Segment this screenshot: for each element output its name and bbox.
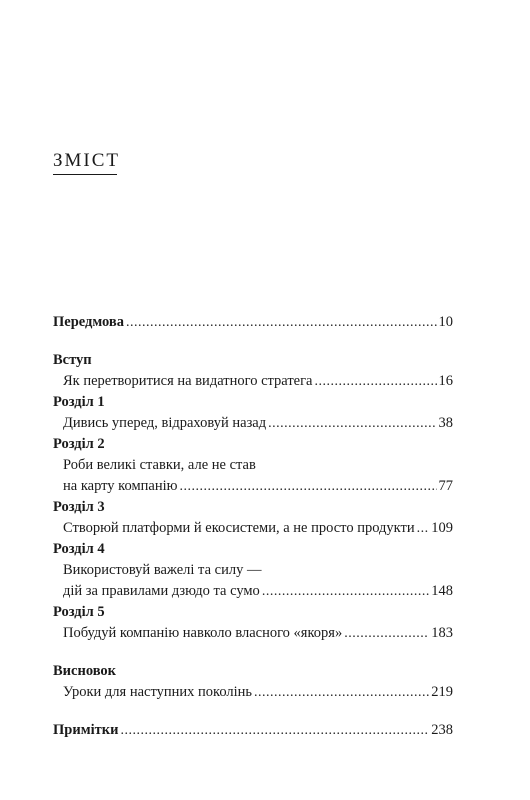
toc-entry-notes[interactable] bbox=[53, 720, 453, 741]
intro-page: 16 bbox=[438, 373, 453, 389]
ch5-line: Побудуй компанію навколо власного «якоря» bbox=[63, 625, 343, 641]
leader-dots bbox=[120, 720, 429, 741]
intro-line: Як перетворитися на видатного стратега bbox=[63, 373, 313, 389]
toc-heading-ch2 bbox=[53, 434, 453, 455]
ch2-line2: на карту компанію bbox=[63, 478, 178, 494]
conclusion-page: 219 bbox=[431, 684, 453, 700]
toc-entry-ch4-line1 bbox=[53, 560, 453, 581]
toc-entry-conclusion[interactable] bbox=[53, 682, 453, 703]
ch3-line: Створюй платформи й екосистеми, а не просто продукти bbox=[63, 520, 415, 536]
ch2-page: 77 bbox=[438, 478, 453, 494]
toc-heading-ch4 bbox=[53, 539, 453, 560]
ch5-title: Розділ 5 bbox=[53, 604, 105, 620]
leader-dots bbox=[262, 581, 429, 602]
toc-entry-ch1[interactable] bbox=[53, 413, 453, 434]
ch4-page: 148 bbox=[431, 583, 453, 599]
foreword-page: 10 bbox=[438, 314, 453, 330]
conclusion-title: Висновок bbox=[53, 663, 117, 679]
toc-entry-ch2-line1 bbox=[53, 455, 453, 476]
toc-entry-ch5[interactable] bbox=[53, 623, 453, 644]
ch2-title: Розділ 2 bbox=[53, 436, 105, 452]
toc-entry-intro[interactable] bbox=[53, 371, 453, 392]
leader-dots bbox=[268, 413, 436, 434]
ch1-page: 38 bbox=[438, 415, 453, 431]
notes-title: Примітки bbox=[53, 722, 119, 738]
ch1-title: Розділ 1 bbox=[53, 394, 105, 410]
ch4-line2: дій за правилами дзюдо та сумо bbox=[63, 583, 260, 599]
page-title: ЗМІСТ bbox=[53, 150, 121, 171]
leader-dots bbox=[417, 518, 430, 539]
leader-dots bbox=[314, 371, 436, 392]
ch4-line1: Використовуй важелі та силу — bbox=[63, 562, 262, 578]
leader-dots bbox=[344, 623, 429, 644]
toc-heading-conclusion bbox=[53, 661, 453, 682]
toc-heading-ch3 bbox=[53, 497, 453, 518]
notes-page: 238 bbox=[431, 722, 453, 738]
leader-dots bbox=[179, 476, 436, 497]
toc-heading-ch1 bbox=[53, 392, 453, 413]
ch5-page: 183 bbox=[431, 625, 453, 641]
toc-heading-intro bbox=[53, 350, 453, 371]
ch1-line: Дивись уперед, відраховуй назад bbox=[63, 415, 267, 431]
ch3-page: 109 bbox=[431, 520, 453, 536]
ch2-line1: Роби великі ставки, але не став bbox=[63, 457, 256, 473]
toc-entry-foreword[interactable] bbox=[53, 312, 453, 333]
leader-dots bbox=[126, 312, 436, 333]
toc-entry-ch2[interactable] bbox=[53, 476, 453, 497]
table-of-contents bbox=[53, 312, 453, 741]
title-underline bbox=[53, 174, 117, 175]
ch4-title: Розділ 4 bbox=[53, 541, 105, 557]
conclusion-line: Уроки для наступних поколінь bbox=[63, 684, 253, 700]
foreword-title: Передмова bbox=[53, 314, 125, 330]
intro-title: Вступ bbox=[53, 352, 92, 368]
ch3-title: Розділ 3 bbox=[53, 499, 105, 515]
leader-dots bbox=[254, 682, 429, 703]
toc-entry-ch4[interactable] bbox=[53, 581, 453, 602]
toc-entry-ch3[interactable] bbox=[53, 518, 453, 539]
toc-heading-ch5 bbox=[53, 602, 453, 623]
